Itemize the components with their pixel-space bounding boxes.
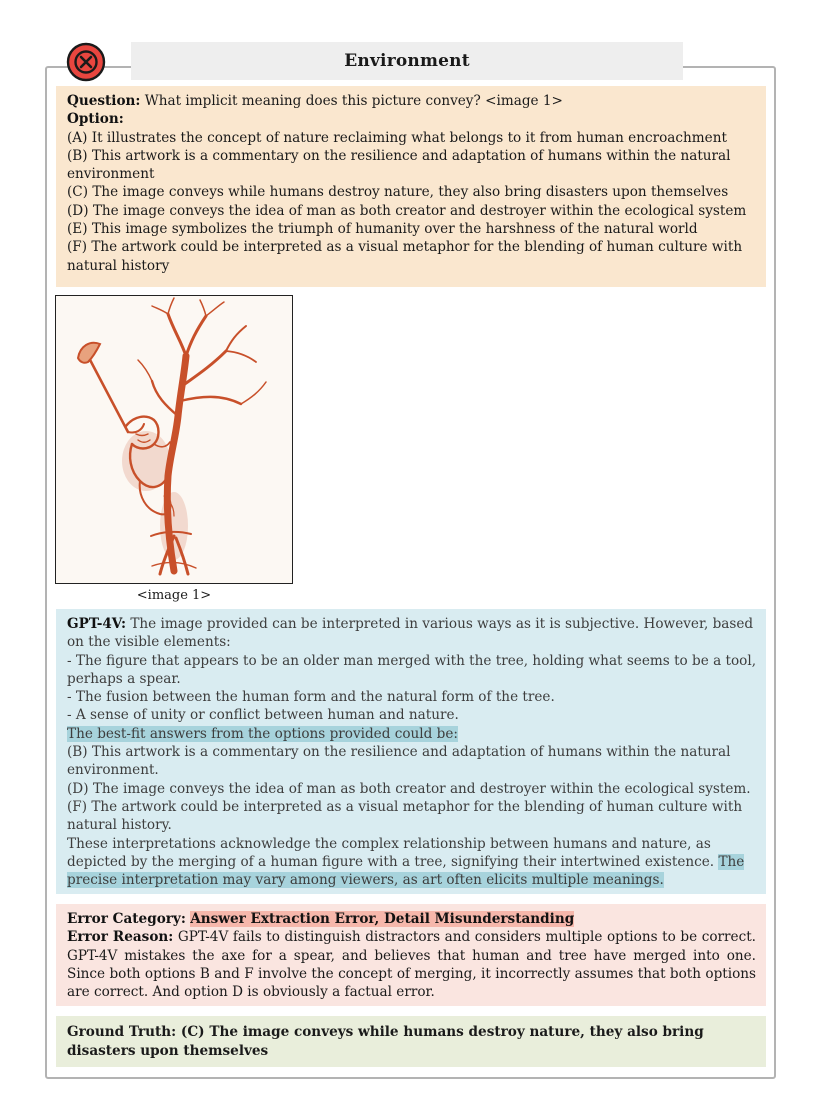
answer-tail: depicted by the merging of a human figure with a tree, signifying their intertwined existence.	[67, 853, 719, 870]
model-answer-box	[56, 609, 766, 894]
error-category: Answer Extraction Error, Detail Misunderstanding	[190, 911, 575, 927]
page-title: Environment	[131, 42, 683, 80]
question-box	[56, 86, 766, 287]
question-label: Question:	[67, 93, 141, 109]
tree-man-drawing	[56, 296, 292, 583]
answer-line: (F) The artwork could be interpreted as a visual metaphor for the blending of human culture with	[67, 798, 743, 815]
answer-highlight: precise interpretation may vary among viewers, as art often elicits multiple meanings.	[67, 872, 664, 889]
answer-line: (D) The image conveys the idea of man as both creator and destroyer within the ecological system.	[67, 780, 751, 797]
answer-line: perhaps a spear.	[67, 670, 181, 687]
answer-line: These interpretations acknowledge the complex relationship between humans and nature, as	[67, 835, 711, 852]
figure-caption: <image 1>	[136, 588, 212, 603]
answer-line: - The figure that appears to be an older man merged with the tree, holding what seems to be a tool,	[67, 652, 757, 669]
option-line: environment	[67, 166, 155, 183]
answer-line: natural history.	[67, 817, 172, 834]
question-line	[67, 92, 756, 110]
answer-highlight: The best-fit answers from the options provided could be:	[67, 725, 458, 742]
answer-first-line: The image provided can be interpreted in various ways as it is subjective. However, based	[130, 616, 754, 632]
artwork-image	[55, 295, 293, 584]
error-reason-label: Error Reason:	[67, 929, 174, 946]
model-label: GPT-4V:	[67, 616, 126, 632]
option-line: (A) It illustrates the concept of nature reclaiming what belongs to it from human encroachment	[67, 129, 727, 146]
answer-line: on the visible elements:	[67, 634, 231, 651]
option-line: (E) This image symbolizes the triumph of humanity over the harshness of the natural world	[67, 221, 698, 238]
error-x-icon	[66, 42, 106, 82]
option-line: natural history	[67, 257, 170, 274]
ground-truth-box	[56, 1016, 766, 1067]
question-text: What implicit meaning does this picture convey? <image 1>	[144, 93, 563, 109]
error-category-label: Error Category:	[67, 911, 186, 927]
error-analysis-box	[56, 904, 766, 1006]
option-line: (B) This artwork is a commentary on the resilience and adaptation of humans within the natural	[67, 147, 731, 164]
answer-line: environment.	[67, 762, 159, 779]
option-line: (F) The artwork could be interpreted as a visual metaphor for the blending of human culture with	[67, 239, 743, 256]
option-line: (D) The image conveys the idea of man as both creator and destroyer within the ecological system	[67, 202, 747, 219]
answer-line: - A sense of unity or conflict between human and nature.	[67, 707, 459, 724]
answer-line: (B) This artwork is a commentary on the resilience and adaptation of humans within the natural	[67, 744, 731, 761]
error-reason: GPT-4V fails to distinguish distractors and considers multiple options to be correct. GPT-4V mistakes the axe for a spear, and believes that human and tree have merged into one. Since both options B and F involve the concept of merging, it incorrectly assumes that both options are correct. And option D is obviously a factual error.	[67, 929, 756, 1001]
answer-line: - The fusion between the human form and the natural form of the tree.	[67, 689, 555, 706]
answer-highlight: The	[718, 853, 745, 870]
options-label: Option:	[67, 111, 124, 128]
ground-truth-text: Ground Truth: (C) The image conveys while humans destroy nature, they also bring disasters upon themselves	[67, 1024, 704, 1059]
option-line: (C) The image conveys while humans destroy nature, they also bring disasters upon themselves	[67, 184, 729, 201]
